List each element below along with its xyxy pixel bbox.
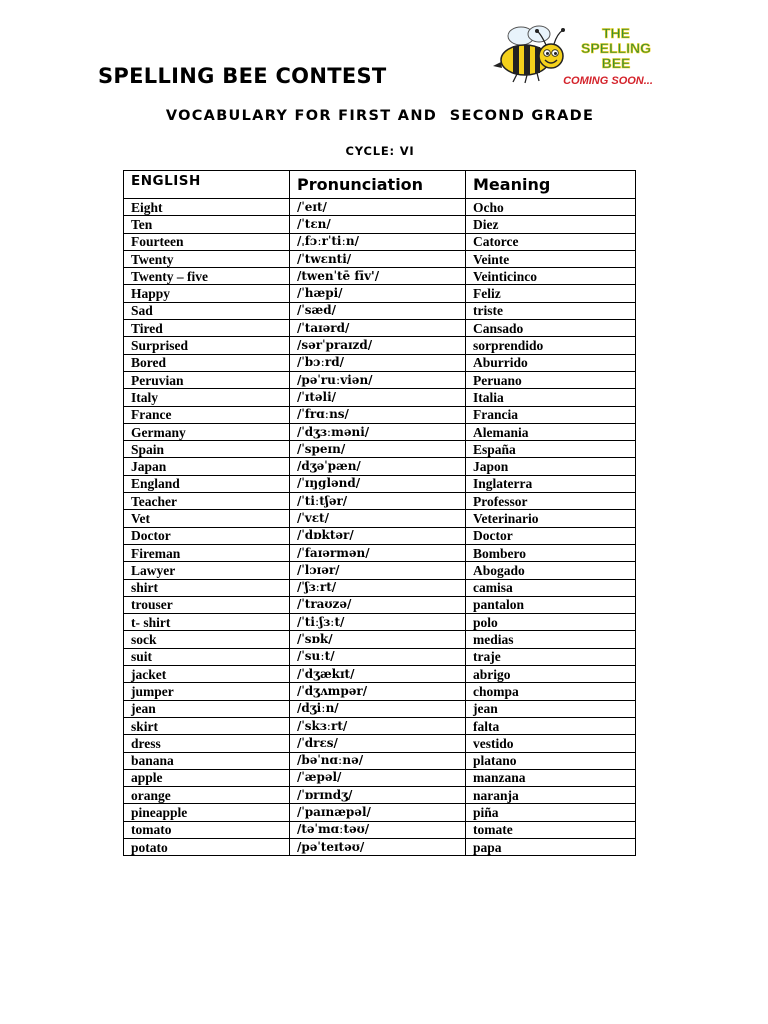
meaning: Aburrido <box>466 354 636 371</box>
pronunciation: /ˈsɒk/ <box>290 631 466 648</box>
pronunciation: /ˈsæd/ <box>290 302 466 319</box>
vocabulary-table <box>123 170 636 856</box>
pronunciation: /ˈɪŋglənd/ <box>290 475 466 492</box>
english-word: Vet <box>124 510 290 527</box>
english-word: jacket <box>124 666 290 683</box>
meaning: pantalon <box>466 596 636 613</box>
table-row <box>124 544 636 561</box>
pronunciation: /ˈɪtəli/ <box>290 389 466 406</box>
english-word: Sad <box>124 302 290 319</box>
table-row <box>124 596 636 613</box>
table-row <box>124 683 636 700</box>
english-word: Italy <box>124 389 290 406</box>
pronunciation: /ˈdɒktər/ <box>290 527 466 544</box>
pronunciation: /ˈspeɪn/ <box>290 441 466 458</box>
english-word: Twenty – five <box>124 268 290 285</box>
pronunciation: /ˈlɔɪər/ <box>290 562 466 579</box>
pronunciation: /ˈtiːʃɜːt/ <box>290 614 466 631</box>
meaning: naranja <box>466 787 636 804</box>
meaning: Ocho <box>466 199 636 216</box>
table-header-row <box>124 171 636 199</box>
pronunciation: /ˈtraʊzə/ <box>290 596 466 613</box>
english-word: Fireman <box>124 544 290 561</box>
english-word: Lawyer <box>124 562 290 579</box>
pronunciation: /bəˈnɑːnə/ <box>290 752 466 769</box>
pronunciation: /sərˈpraɪzd/ <box>290 337 466 354</box>
pronunciation: /ˈdrɛs/ <box>290 735 466 752</box>
table-row <box>124 268 636 285</box>
table-row <box>124 821 636 838</box>
pronunciation: /ˈtwɛnti/ <box>290 250 466 267</box>
meaning: manzana <box>466 769 636 786</box>
pronunciation: /dʒiːn/ <box>290 700 466 717</box>
pronunciation: /ˈfaɪərmən/ <box>290 544 466 561</box>
column-header-english: ENGLISH <box>124 171 290 199</box>
english-word: England <box>124 475 290 492</box>
pronunciation: /ˈfrɑːns/ <box>290 406 466 423</box>
meaning: Feliz <box>466 285 636 302</box>
table-row <box>124 320 636 337</box>
table-row <box>124 458 636 475</box>
meaning: Professor <box>466 493 636 510</box>
table-row <box>124 717 636 734</box>
meaning: piña <box>466 804 636 821</box>
table-row <box>124 250 636 267</box>
table-row <box>124 769 636 786</box>
english-word: Fourteen <box>124 233 290 250</box>
meaning: tomate <box>466 821 636 838</box>
table-row <box>124 216 636 233</box>
meaning: vestido <box>466 735 636 752</box>
pronunciation: /ˈvɛt/ <box>290 510 466 527</box>
pronunciation: /ˈdʒɜːməni/ <box>290 423 466 440</box>
column-header-pronunciation: Pronunciation <box>290 171 466 199</box>
meaning: chompa <box>466 683 636 700</box>
table-row <box>124 648 636 665</box>
meaning: Cansado <box>466 320 636 337</box>
table-row <box>124 302 636 319</box>
cycle-label: CYCLE: VI <box>345 144 415 158</box>
meaning: Veinticinco <box>466 268 636 285</box>
meaning: medias <box>466 631 636 648</box>
english-word: Peruvian <box>124 371 290 388</box>
english-word: Germany <box>124 423 290 440</box>
pronunciation: /twenˈtē fīv'/ <box>290 268 466 285</box>
table-row <box>124 804 636 821</box>
pronunciation: /ˈhæpi/ <box>290 285 466 302</box>
english-word: Spain <box>124 441 290 458</box>
pronunciation: /ˈpaɪnæpəl/ <box>290 804 466 821</box>
pronunciation: /ˈeɪt/ <box>290 199 466 216</box>
table-row <box>124 787 636 804</box>
english-word: France <box>124 406 290 423</box>
table-row <box>124 614 636 631</box>
table-row <box>124 371 636 388</box>
meaning: Veinte <box>466 250 636 267</box>
meaning: España <box>466 441 636 458</box>
english-word: Happy <box>124 285 290 302</box>
english-word: Ten <box>124 216 290 233</box>
english-word: trouser <box>124 596 290 613</box>
table-row <box>124 631 636 648</box>
english-word: dress <box>124 735 290 752</box>
pronunciation: /ˈɒrɪndʒ/ <box>290 787 466 804</box>
meaning: Bombero <box>466 544 636 561</box>
logo-caption: COMING SOON... <box>563 75 653 87</box>
pronunciation: /ˈtiːtʃər/ <box>290 493 466 510</box>
table-row <box>124 527 636 544</box>
table-row <box>124 700 636 717</box>
meaning: platano <box>466 752 636 769</box>
english-word: t- shirt <box>124 614 290 631</box>
table-row <box>124 562 636 579</box>
english-word: Twenty <box>124 250 290 267</box>
english-word: Bored <box>124 354 290 371</box>
english-word: suit <box>124 648 290 665</box>
table-row <box>124 233 636 250</box>
pronunciation: /ˈʃɜːrt/ <box>290 579 466 596</box>
meaning: traje <box>466 648 636 665</box>
page-subtitle: VOCABULARY FOR FIRST AND SECOND GRADE <box>165 108 595 124</box>
pronunciation: /ˌfɔːrˈtiːn/ <box>290 233 466 250</box>
english-word: Tired <box>124 320 290 337</box>
pronunciation: /pəˈruːviən/ <box>290 371 466 388</box>
english-word: tomato <box>124 821 290 838</box>
table-row <box>124 579 636 596</box>
english-word: Japan <box>124 458 290 475</box>
table-row <box>124 441 636 458</box>
meaning: Inglaterra <box>466 475 636 492</box>
english-word: Doctor <box>124 527 290 544</box>
table-row <box>124 752 636 769</box>
meaning: sorprendido <box>466 337 636 354</box>
table-row <box>124 475 636 492</box>
pronunciation: /ˈskɜːrt/ <box>290 717 466 734</box>
table-row <box>124 354 636 371</box>
meaning: Italia <box>466 389 636 406</box>
table-row <box>124 510 636 527</box>
table-row <box>124 735 636 752</box>
pronunciation: /ˈtaɪərd/ <box>290 320 466 337</box>
pronunciation: /ˈtɛn/ <box>290 216 466 233</box>
table-row <box>124 666 636 683</box>
pronunciation: /ˈdʒʌmpər/ <box>290 683 466 700</box>
meaning: abrigo <box>466 666 636 683</box>
vocabulary-table-body <box>124 199 636 856</box>
english-word: apple <box>124 769 290 786</box>
pronunciation: /ˈæpəl/ <box>290 769 466 786</box>
english-word: jean <box>124 700 290 717</box>
meaning: Diez <box>466 216 636 233</box>
meaning: Doctor <box>466 527 636 544</box>
table-row <box>124 406 636 423</box>
meaning: triste <box>466 302 636 319</box>
bee-mascot-icon <box>491 22 661 88</box>
table-row <box>124 337 636 354</box>
english-word: potato <box>124 838 290 855</box>
meaning: falta <box>466 717 636 734</box>
logo-text-bee: BEE <box>601 55 631 71</box>
english-word: orange <box>124 787 290 804</box>
meaning: Catorce <box>466 233 636 250</box>
pronunciation: /pəˈteɪtəʊ/ <box>290 838 466 855</box>
meaning: papa <box>466 838 636 855</box>
column-header-meaning: Meaning <box>466 171 636 199</box>
meaning: Abogado <box>466 562 636 579</box>
page-title: SPELLING BEE CONTEST <box>98 64 387 88</box>
english-word: Surprised <box>124 337 290 354</box>
table-row <box>124 285 636 302</box>
english-word: shirt <box>124 579 290 596</box>
english-word: Eight <box>124 199 290 216</box>
table-row <box>124 199 636 216</box>
meaning: camisa <box>466 579 636 596</box>
english-word: sock <box>124 631 290 648</box>
table-row <box>124 423 636 440</box>
english-word: pineapple <box>124 804 290 821</box>
pronunciation: /təˈmɑːtəʊ/ <box>290 821 466 838</box>
meaning: polo <box>466 614 636 631</box>
logo-text-spelling: SPELLING <box>580 40 652 56</box>
pronunciation: /dʒəˈpæn/ <box>290 458 466 475</box>
pronunciation: /ˈdʒækɪt/ <box>290 666 466 683</box>
english-word: jumper <box>124 683 290 700</box>
logo-text-the: THE <box>602 25 630 41</box>
meaning: Alemania <box>466 423 636 440</box>
table-row <box>124 838 636 855</box>
pronunciation: /ˈbɔːrd/ <box>290 354 466 371</box>
meaning: Francia <box>466 406 636 423</box>
meaning: Veterinario <box>466 510 636 527</box>
english-word: Teacher <box>124 493 290 510</box>
pronunciation: /ˈsuːt/ <box>290 648 466 665</box>
english-word: skirt <box>124 717 290 734</box>
meaning: jean <box>466 700 636 717</box>
english-word: banana <box>124 752 290 769</box>
meaning: Peruano <box>466 371 636 388</box>
table-row <box>124 493 636 510</box>
table-row <box>124 389 636 406</box>
spelling-bee-logo <box>491 22 661 88</box>
meaning: Japon <box>466 458 636 475</box>
